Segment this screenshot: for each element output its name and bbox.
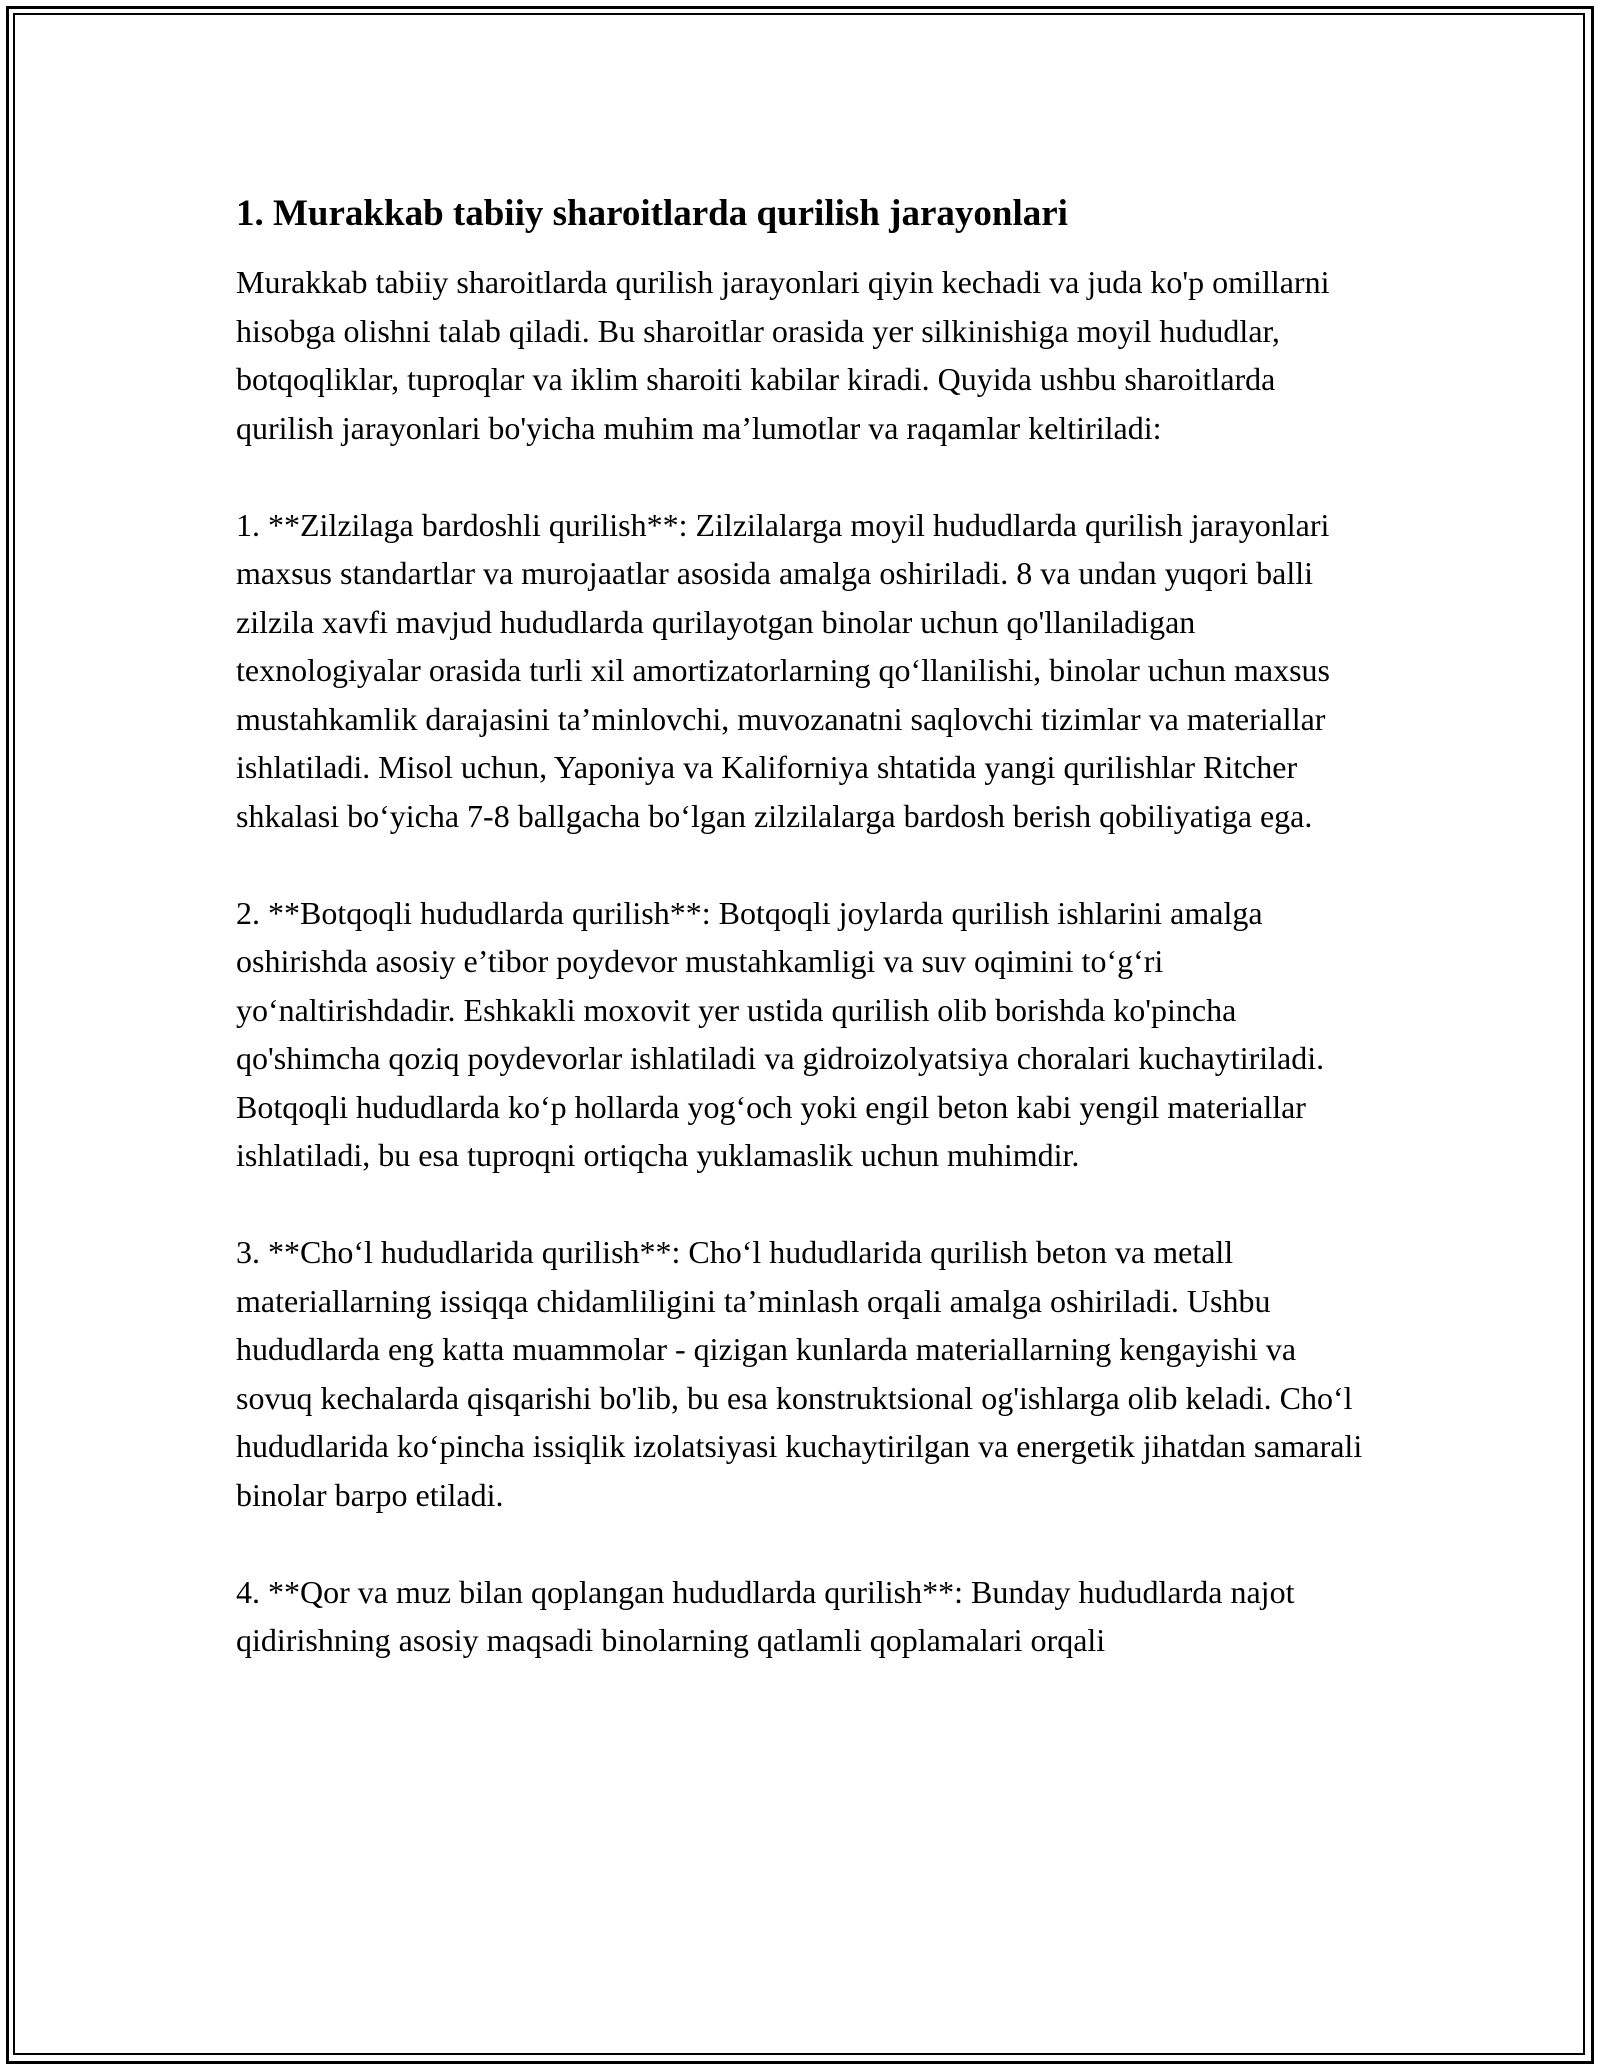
document-body	[236, 186, 1376, 1713]
document-title: 1. Murakkab tabiiy sharoitlarda qurilish jarayonlari	[236, 193, 1068, 234]
paragraph-swamp-construction: 2. **Botqoqli hududlarda qurilish**: Botqoqli joylarda qurilish ishlarini amalga oshirishda asosiy e’tibor poydevor mustahkamligi va suv oqimini to‘g‘ri yo‘naltirishdadir. Eshkakli moxovit yer ustida qurilish olib borishda ko'pincha qo'shimcha qoziq poydevorlar ishlatiladi va gidroizolyatsiya choralari kuchaytiriladi. Botqoqli hududlarda ko‘p hollarda yog‘och yoki engil beton kabi yengil materiallar ishlatiladi, bu esa tuproqni ortiqcha yuklamaslik uchun muhimdir.	[236, 894, 1325, 1173]
paragraph-snow-ice-construction: 4. **Qor va muz bilan qoplangan hududlarda qurilish**: Bunday hududlarda najot qidirishning asosiy maqsadi binolarning qatlamli qoplamalari orqali	[236, 1573, 1295, 1658]
paragraph-seismic-construction: 1. **Zilzilaga bardoshli qurilish**: Zilzilalarga moyil hududlarda qurilish jarayonlari maxsus standartlar va murojaatlar asosida amalga oshiriladi. 8 va undan yuqori balli zilzila xavfi mavjud hududlarda qurilayotgan binolar uchun qo'llaniladigan texnologiyalar orasida turli xil amortizatorlarning qo‘llanilishi, binolar uchun maxsus mustahkamlik darajasini ta’minlovchi, muvozanatni saqlovchi tizimlar va materiallar ishlatiladi. Misol uchun, Yaponiya va Kaliforniya shtatida yangi qurilishlar Ritcher shkalasi bo‘yicha 7-8 ballgacha bo‘lgan zilzilalarga bardosh berish qobiliyatiga ega.	[236, 506, 1330, 834]
paragraph-desert-construction: 3. **Cho‘l hududlarida qurilish**: Cho‘l hududlarida qurilish beton va metall materiallarning issiqqa chidamliligini ta’minlash orqali amalga oshiriladi. Ushbu hududlarda eng katta muammolar - qizigan kunlarda materiallarning kengayishi va sovuq kechalarda qisqarishi bo'lib, bu esa konstruktsional og'ishlarga olib keladi. Cho‘l hududlarida ko‘pincha issiqlik izolatsiyasi kuchaytirilgan va energetik jihatdan samarali binolar barpo etiladi.	[236, 1234, 1363, 1513]
intro-paragraph: Murakkab tabiiy sharoitlarda qurilish jarayonlari qiyin kechadi va juda ko'p omillarni hisobga olishni talab qiladi. Bu sharoitlar orasida yer silkinishiga moyil hududlar, botqoqliklar, tuproqlar va iklim sharoiti kabilar kiradi. Quyida ushbu sharoitlarda qurilish jarayonlari bo'yicha muhim ma’lumotlar va raqamlar keltiriladi:	[236, 264, 1330, 446]
